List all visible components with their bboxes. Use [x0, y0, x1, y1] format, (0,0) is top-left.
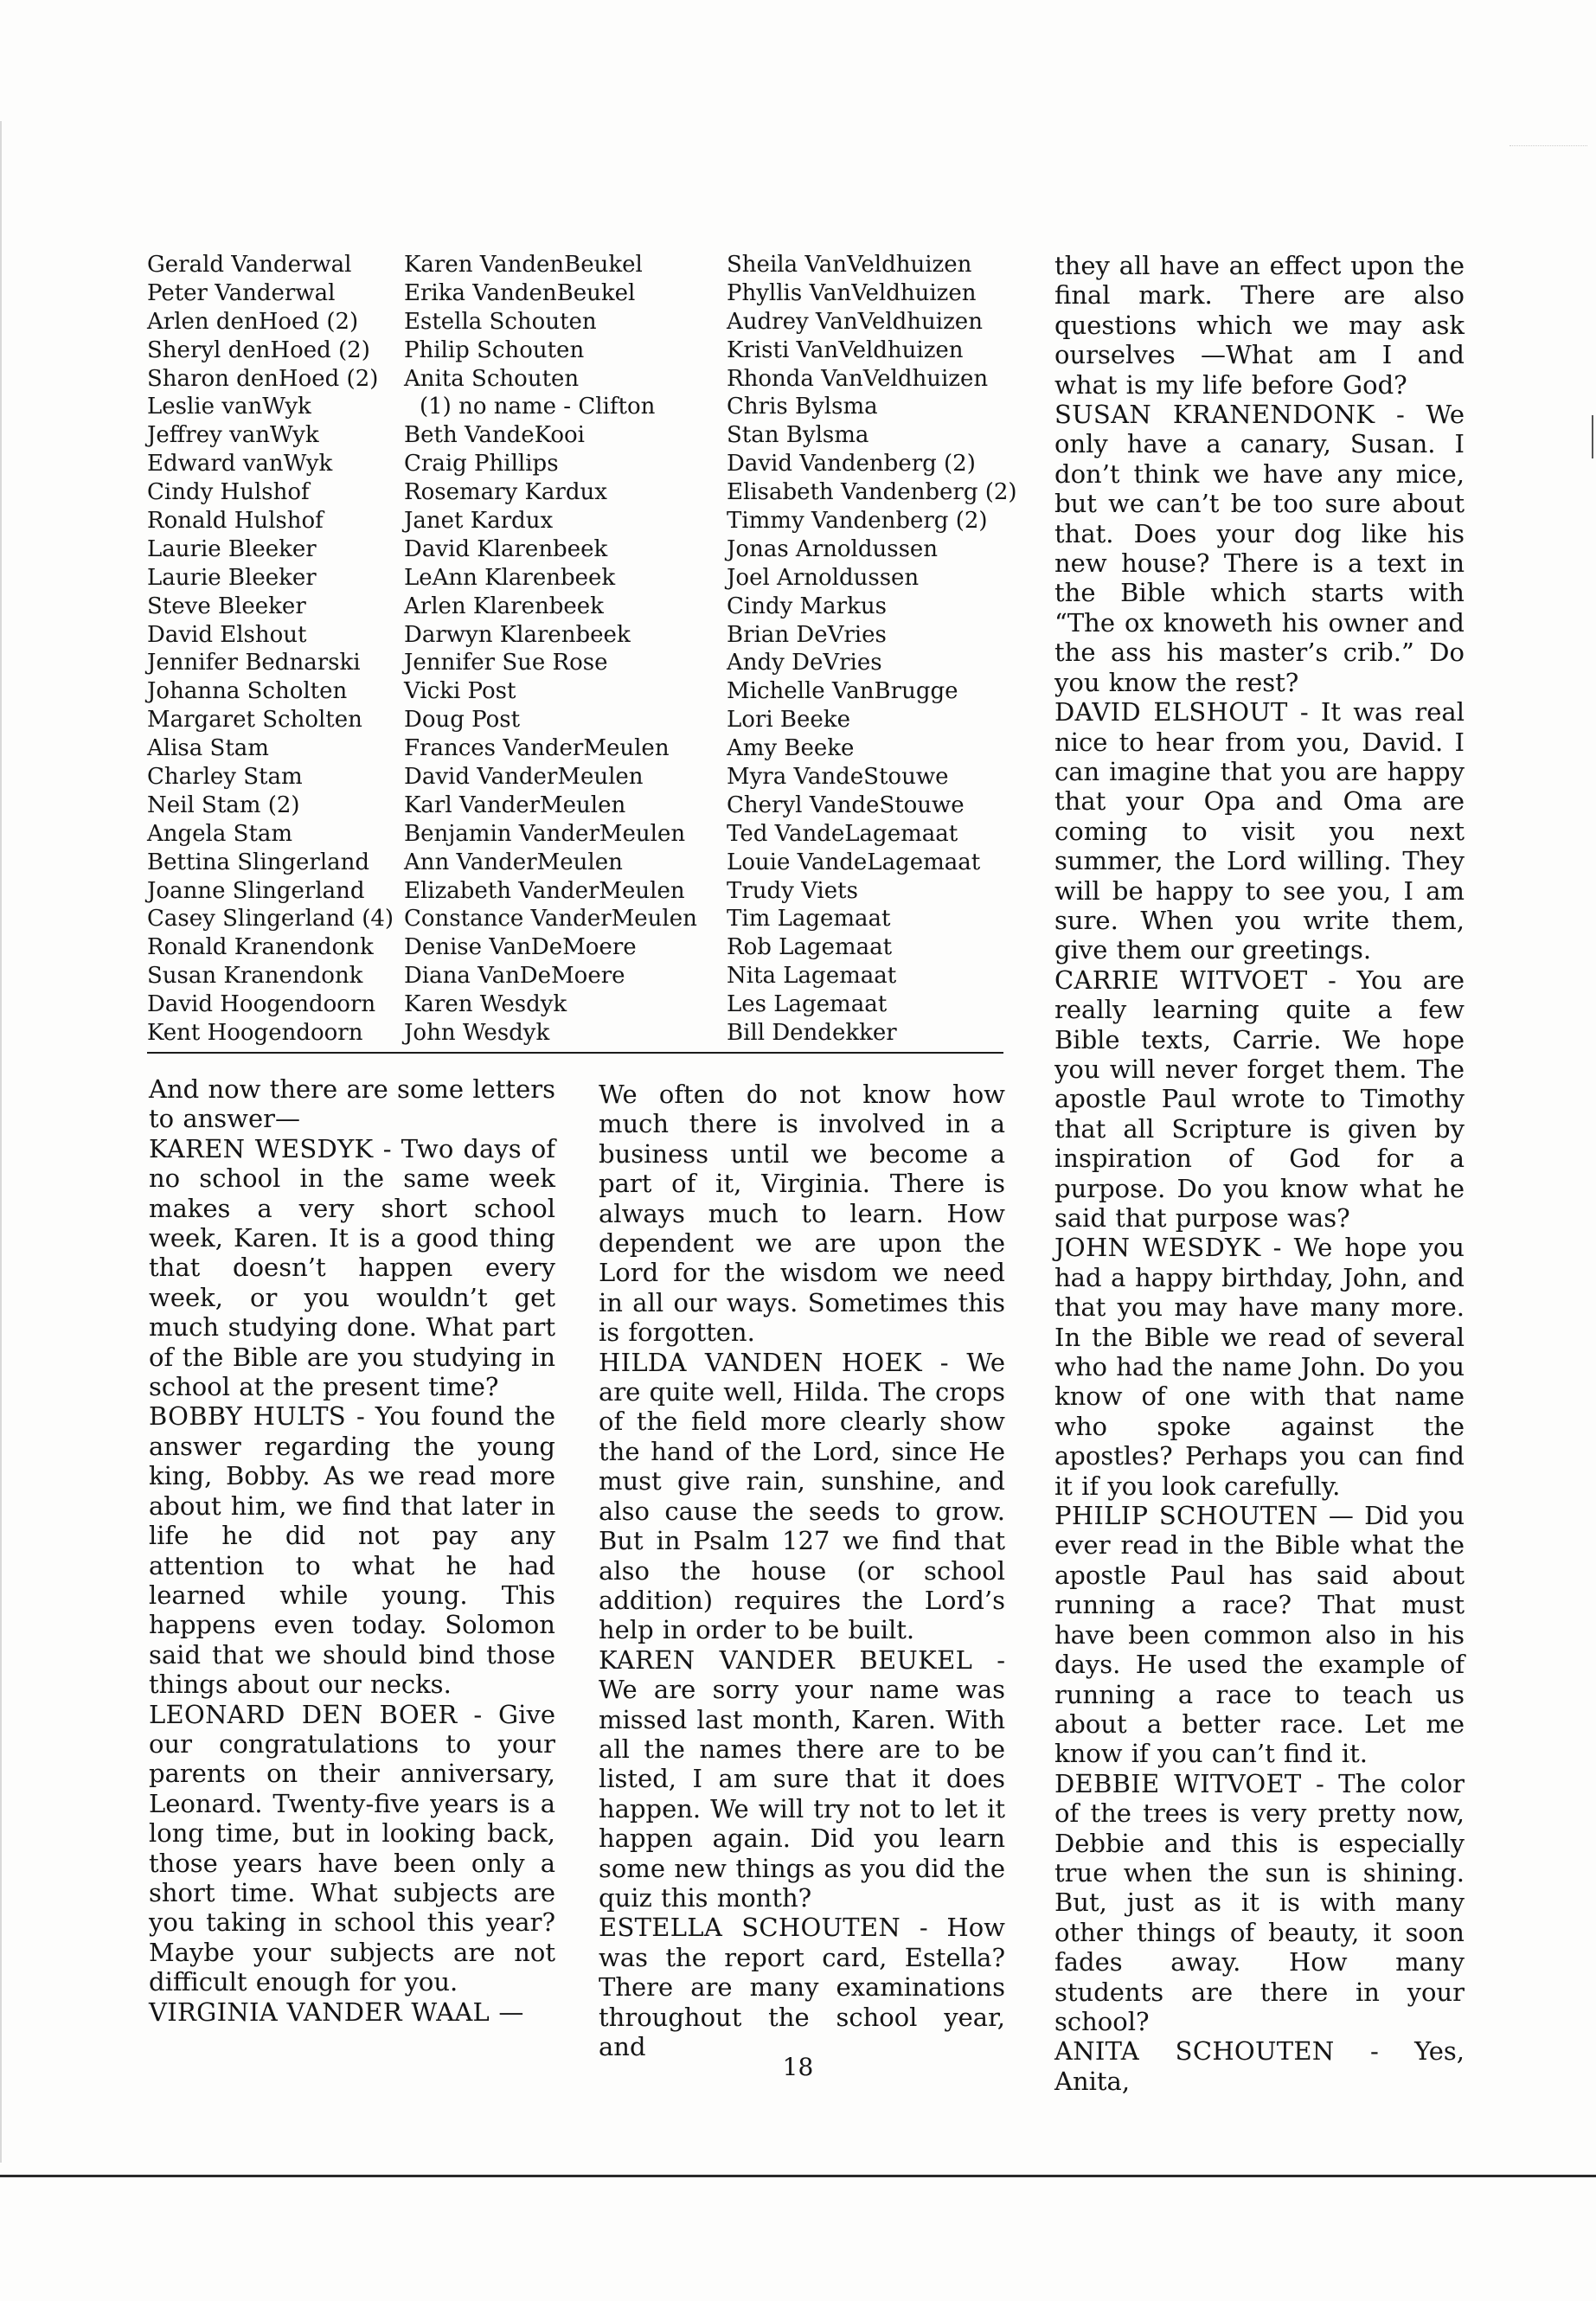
letter-recipient: KAREN VANDER BEUKEL [599, 1644, 973, 1675]
name-entry: Tim Lagemaat [727, 906, 891, 933]
name-entry: Timmy Vandenberg (2) [727, 508, 988, 535]
letter-estella-continued: they all have an effect upon the final mark. There are also questions which we may ask ourselves —What am I and what is my life before God? [1054, 251, 1465, 400]
name-entry: (1) no name - Clifton [420, 394, 656, 420]
name-entry: LeAnn Klarenbeek [404, 564, 616, 591]
name-entry: Cheryl VandeStouwe [727, 792, 965, 818]
name-entry: Sheryl denHoed (2) [147, 336, 370, 363]
letter-recipient: VIRGINIA VANDER WAAL [149, 1997, 490, 2027]
name-entry: Steve Bleeker [147, 593, 306, 619]
name-entry: Audrey VanVeldhuizen [727, 308, 983, 335]
letter-carrie-witvoet [1054, 965, 1465, 1234]
name-entry: Ann VanderMeulen [404, 849, 623, 875]
name-entry: Elizabeth VanderMeulen [404, 877, 685, 904]
name-entry: Rhonda VanVeldhuizen [727, 365, 989, 392]
letters-column-3 [1054, 251, 1465, 2096]
name-entry: Rob Lagemaat [727, 934, 893, 961]
name-entry: Peter Vanderwal [147, 279, 336, 306]
name-entry: Louie VandeLagemaat [727, 849, 981, 875]
letter-recipient: ESTELLA SCHOUTEN [599, 1913, 901, 1943]
names-column-3 [727, 251, 1017, 1048]
name-entry: Susan Kranendonk [147, 963, 363, 990]
letter-body: — [498, 1997, 524, 2027]
letter-virginia-continued: We often do not know how much there is involved in a business until we become a part of it, Virginia. There is always much to learn. How dependent we are upon the Lord for the wisdom we need in all our ways. Sometimes this is forgotten. [599, 1080, 1005, 1348]
name-entry: Anita Schouten [404, 365, 580, 392]
name-entry: Charley Stam [147, 764, 303, 791]
letter-body: - You found the answer regarding the young king, Bobby. As we read more about him, we find that later in life he did not pay any attention to what he had learned while young. This happens even today. Solomon said that we should bind those things about our necks. [149, 1401, 556, 1700]
name-entry: Amy Beeke [727, 735, 855, 762]
name-entry: Laurie Bleeker [147, 564, 317, 591]
letters-column-1 [149, 1074, 555, 2027]
letter-john-wesdyk [1054, 1233, 1465, 1501]
name-entry: Erika VandenBeukel [404, 279, 636, 306]
letter-philip-schouten [1054, 1501, 1465, 1769]
scan-artifact-mark [1592, 415, 1593, 458]
name-entry: Arlen Klarenbeek [404, 593, 604, 619]
letter-recipient: DAVID ELSHOUT [1054, 697, 1288, 727]
name-entry: Kristi VanVeldhuizen [727, 336, 964, 363]
letter-recipient: PHILIP SCHOUTEN [1054, 1501, 1318, 1531]
name-entry: Karen VandenBeukel [404, 252, 643, 278]
name-entry: Ronald Hulshof [147, 508, 324, 535]
name-entry: Frances VanderMeulen [404, 735, 670, 762]
name-entry: Laurie Bleeker [147, 535, 317, 562]
letter-recipient: BOBBY HULTS [149, 1401, 346, 1432]
letter-body: - How was the report card, Estella? There are many examinations throughout the school year, and [599, 1913, 1006, 2061]
name-entry: Stan Bylsma [727, 422, 869, 449]
letter-recipient: DEBBIE WITVOET [1054, 1768, 1302, 1798]
letter-recipient: HILDA VANDEN HOEK [599, 1347, 922, 1377]
scan-bottom-edge [0, 2175, 1596, 2177]
letter-recipient: CARRIE WITVOET [1054, 965, 1308, 995]
page-number: 18 [782, 2053, 814, 2081]
name-entry: Leslie vanWyk [147, 394, 311, 420]
name-entry: Jennifer Bednarski [147, 650, 361, 676]
name-entry: Arlen denHoed (2) [147, 308, 359, 335]
name-entry: Margaret Scholten [147, 707, 362, 734]
name-entry: Brian DeVries [727, 621, 887, 648]
name-entry: Myra VandeStouwe [727, 764, 949, 791]
letter-debbie-witvoet [1054, 1769, 1465, 2037]
name-entry: Johanna Scholten [147, 678, 348, 705]
name-entry: Bettina Slingerland [147, 849, 370, 875]
name-entry: Les Lagemaat [727, 991, 888, 1018]
name-entry: John Wesdyk [404, 1020, 550, 1047]
name-entry: Edward vanWyk [147, 451, 333, 478]
name-entry: Kent Hoogendoorn [147, 1020, 363, 1047]
name-entry: Doug Post [404, 707, 521, 734]
letter-body: — Did you ever read in the Bible what the apostle Paul has said about running a race? That must have been common also in his days. He used the example of running a race to teach us about a better race. Let me know if you can’t find it. [1054, 1501, 1465, 1769]
names-column-2 [404, 251, 697, 1048]
letter-leonard-den-boer [149, 1700, 555, 1997]
name-entry: Vicki Post [404, 678, 516, 705]
name-entry: Chris Bylsma [727, 394, 878, 420]
scan-edge-left [0, 121, 2, 2163]
name-entry: Ronald Kranendonk [147, 934, 374, 961]
name-entry: Cindy Hulshof [147, 479, 310, 506]
letter-david-elshout [1054, 697, 1465, 965]
name-entry: David Vandenberg (2) [727, 451, 976, 478]
names-column-1 [147, 251, 394, 1048]
name-entry: Karl VanderMeulen [404, 792, 626, 818]
name-entry: Darwyn Klarenbeek [404, 621, 631, 648]
name-entry: Joel Arnoldussen [727, 564, 920, 591]
letter-recipient: KAREN WESDYK [149, 1133, 374, 1163]
name-entry: Neil Stam (2) [147, 792, 300, 818]
letter-body: - We are sorry your name was missed last month, Karen. With all the names there are to be listed, I am sure that it does happen. We will try not to let it happen again. Did you learn some new things as you did the quiz this month? [599, 1644, 1006, 1913]
name-entry: Craig Phillips [404, 451, 559, 478]
name-entry: David Hoogendoorn [147, 991, 376, 1018]
name-entry: David Klarenbeek [404, 535, 608, 562]
letter-body: - You are really learning quite a few Bible texts, Carrie. We hope you will never forget them. The apostle Paul wrote to Timothy that all Scripture is given by inspiration of God for a purpose. Do you know what he said that purpose was? [1054, 965, 1465, 1233]
letter-body: - Yes, Anita, [1054, 2036, 1465, 2096]
name-entry: David Elshout [147, 621, 307, 648]
name-entry: Denise VanDeMoere [404, 934, 637, 961]
name-entry: Joanne Slingerland [147, 877, 365, 904]
letter-body: - We only have a canary, Susan. I don’t think we have any mice, but we can’t be too sure about that. Does your dog like his new house? There is a text in the Bible which starts with “The ox knoweth his owner and the ass his master’s crib.” Do you know the rest? [1054, 400, 1465, 697]
scan-artifact-dots [1509, 145, 1587, 147]
name-entry: Philip Schouten [404, 336, 585, 363]
name-entry: Sheila VanVeldhuizen [727, 252, 972, 278]
name-entry: Gerald Vanderwal [147, 252, 352, 278]
name-entry: Phyllis VanVeldhuizen [727, 279, 977, 306]
name-entry: Casey Slingerland (4) [147, 906, 394, 933]
letter-body: - The color of the trees is very pretty now, Debbie and this is especially true when the sun is shining. But, just as it is with many other things of beauty, it soon fades away. How many students are there in your school? [1054, 1768, 1465, 2036]
letter-recipient: LEONARD DEN BOER [149, 1699, 458, 1729]
name-entry: Cindy Markus [727, 593, 887, 619]
letter-karen-wesdyk [149, 1134, 555, 1402]
name-entry: Andy DeVries [727, 650, 882, 676]
letter-body: - We hope you had a happy birthday, John, and that you may have many more. In the Bible we read of several who had the name John. Do you know of one with that name who spoke against the apostles? Perhaps you can find it if you look carefully. [1054, 1233, 1465, 1501]
name-entry: Jeffrey vanWyk [147, 422, 319, 449]
letter-body: - It was real nice to hear from you, David. I can imagine that you are happy that your Opa and Oma are coming to visit you next summer, the Lord willing. They will be happy to see you, I am sure. When you write them, give them our greetings. [1054, 697, 1465, 965]
letter-body: - Two days of no school in the same week makes a very short school week, Karen. It is a good thing that doesn’t happen every week, or you wouldn’t get much studying done. What part of the Bible are you studying in school at the present time? [149, 1133, 556, 1402]
name-entry: Jennifer Sue Rose [404, 650, 608, 676]
letters-intro: And now there are some letters to answer— [149, 1074, 555, 1134]
name-entry: Ted VandeLagemaat [727, 820, 958, 847]
name-entry: Lori Beeke [727, 707, 850, 734]
name-entry: Diana VanDeMoere [404, 963, 625, 990]
letter-bobby-hults [149, 1401, 555, 1699]
name-entry: Janet Kardux [404, 508, 554, 535]
name-entry: Sharon denHoed (2) [147, 365, 379, 392]
letter-body: - Give our congratulations to your parents on their anniversary, Leonard. Twenty-five years is a long time, but in looking back, those years have been only a short time. What subjects are you taking in school this year? Maybe your subjects are not difficult enough for you. [149, 1699, 555, 1997]
name-entry: Trudy Viets [727, 877, 858, 904]
name-entry: Benjamin VanderMeulen [404, 820, 686, 847]
name-entry: Michelle VanBrugge [727, 678, 958, 705]
letter-estella-schouten [599, 1913, 1005, 2061]
name-entry: David VanderMeulen [404, 764, 644, 791]
letter-recipient: JOHN WESDYK [1054, 1233, 1261, 1263]
letter-hilda-vanden-hoek [599, 1348, 1005, 1645]
name-entry: Beth VandeKooi [404, 422, 585, 449]
letters-column-2 [599, 1080, 1005, 2061]
letter-virginia-vander-waal [149, 1997, 555, 2027]
section-divider [147, 1052, 1003, 1054]
letter-recipient: SUSAN KRANENDONK [1054, 400, 1375, 430]
name-entry: Rosemary Kardux [404, 479, 607, 506]
letter-karen-vander-beukel [599, 1645, 1005, 1913]
letter-recipient: ANITA SCHOUTEN [1054, 2036, 1335, 2067]
name-entry: Alisa Stam [147, 735, 269, 762]
name-entry: Constance VanderMeulen [404, 906, 697, 933]
name-entry: Bill Dendekker [727, 1020, 897, 1047]
name-entry: Karen Wesdyk [404, 991, 567, 1018]
letter-susan-kranendonk [1054, 400, 1465, 697]
name-entry: Elisabeth Vandenberg (2) [727, 479, 1017, 506]
name-entry: Nita Lagemaat [727, 963, 897, 990]
name-entry: Jonas Arnoldussen [727, 535, 939, 562]
name-entry: Angela Stam [147, 820, 293, 847]
letter-body: - We are quite well, Hilda. The crops of the field more clearly show the hand of the Lord, since He must give rain, sunshine, and also cause the seeds to grow. But in Psalm 127 we find that also the house (or school addition) requires the Lord’s help in order to be built. [599, 1347, 1005, 1645]
name-entry: Estella Schouten [404, 308, 597, 335]
